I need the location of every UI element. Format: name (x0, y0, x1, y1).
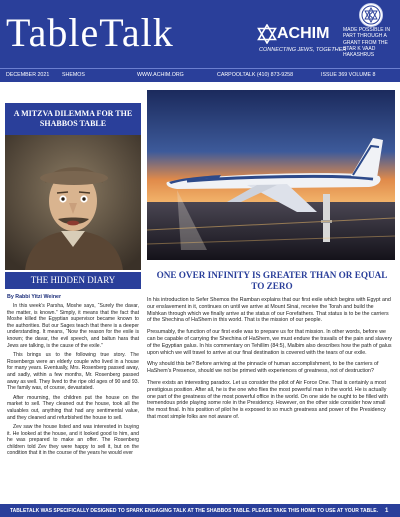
website-link[interactable]: WWW.ACHIM.ORG (137, 72, 184, 78)
grant-note: MADE POSSIBLE IN PART THROUGH A GRANT FROM THE STAR K VAAD HAKASHRUS (343, 27, 390, 59)
article-paragraph: Why should this be? Before arriving at the pinnacle of human accomplishment, to be the carriers of HaShem’s Presence, should we not be primed with experiences of greatness, not of destruction? (147, 361, 379, 375)
storyteller-portrait (5, 135, 141, 270)
article-paragraph: After mourning, the children put the house on the market to sell. They cleaned out the house, took all the valuables out, anything that had any sentimental value, and they cleaned and refurbished the house to sell. (7, 394, 139, 421)
issue-volume: ISSUE 369 VOLUME 8 (321, 72, 376, 78)
kashrus-seal-icon (359, 3, 383, 27)
footer-note: TABLETALK WAS SPECIFICALLY DESIGNED TO SPARK ENGAGING TALK AT THE SHABBOS TABLE. PLEASE TAKE THIS HOME TO USE AT YOUR TABLE. (10, 508, 378, 514)
article-paragraph: In this week’s Parsha, Moshe says, “Surely the davar, the matter, is known.” Simply, it means that the fact that Moshe killed the Egyptian supervisor became known to the authorities. But our Sages teach that there is a deeper understanding. It means, “Now the reason for the exile is known; the davar, the evil speech, and baltun hara that Jews are talking, is the cause of the exile.” (7, 303, 139, 349)
right-article-title: ONE OVER INFINITY IS GREATER THAN OR EQUAL TO ZERO (156, 270, 388, 291)
org-tagline: CONNECTING JEWS, TOGETHER (259, 47, 347, 53)
mitzva-dilemma-title: A MITZVA DILEMMA FOR THE SHABBOS TABLE (13, 109, 133, 128)
carpool-phone: CARPOOLTALK (410) 873-9258 (217, 72, 294, 78)
achim-logo (257, 22, 347, 56)
org-name: ACHIM (277, 25, 330, 42)
article-paragraph: This brings us to the following true story. The Rosenbergs were an elderly couple who lived in a house for many years. Eventually, Mrs. Rosenberg passed away, and sadly, within a few months, Mr. Rosenberg passed away as well. They lived to the ripe old ages of 90 and 93. The family was, of course, devastated. (7, 352, 139, 392)
info-strip (0, 68, 400, 82)
footer-bar (0, 504, 400, 517)
masthead (0, 0, 400, 68)
article-paragraph: There exists an interesting paradox. Let us consider the pilot of Air Force One. That is certainly a most prestigious position. After all, he is the one who flies the most powerful man in the world. He is actually one part of the greatness of the most powerful office in the world. On one side he ought to be filled with tremendous pride playing some role in the Presidency. However, on the other side consider how small the most final. In his position of pilot he is exposed to so much greatness and power of the Presidency that most simple folks are not aware of. (147, 379, 388, 420)
hidden-diary-title: THE HIDDEN DIARY (30, 275, 116, 285)
parsha-name: SHEMOS (62, 72, 85, 78)
newsletter-title: TableTalk (6, 10, 174, 55)
article-paragraph: In his introduction to Sefer Shemos the Ramban explains that our first exile which begins with Egypt and our enslavement in it, continues on until we arrive at Mount Sinai, receive the Torah and build the Mishkan through which we finally arrive at the status of our Forefathers. That status is to be the carriers of the Shechina of HaShem in this world. That is the mission of our people. (147, 297, 391, 324)
page-number: 1 (385, 508, 389, 514)
star-of-david-icon (257, 24, 277, 44)
issue-date: DECEMBER 2021 (6, 72, 50, 78)
author-byline: By Rabbi Yitzi Weiner (7, 294, 62, 300)
hidden-diary-banner (5, 272, 141, 289)
article-paragraph: Zev saw the house listed and was interested in buying it. He looked at the house, and it looked good to him, and he was prepared to make an offer. The Rosenberg children told Zev they were happy to sell it, but on the condition that it in the course of the years he would ever (7, 424, 139, 457)
mitzva-dilemma-banner (5, 103, 141, 135)
air-force-one-photo (147, 90, 395, 260)
hidden-diary-article (7, 303, 139, 504)
right-article-body (147, 297, 393, 503)
article-paragraph: Presumably, the function of our first exile was to prepare us for that mission. In other words, before we can be capable of carrying the Shechina of HaShem, we must endure the travails of the pain and slavery of the Egyptian galus. In his commentary on Tehillim (84:5), Malbim also describes how the path of galus upon which we will travel to arrive at our final destination is covered with the tears of our exile. (147, 329, 392, 356)
